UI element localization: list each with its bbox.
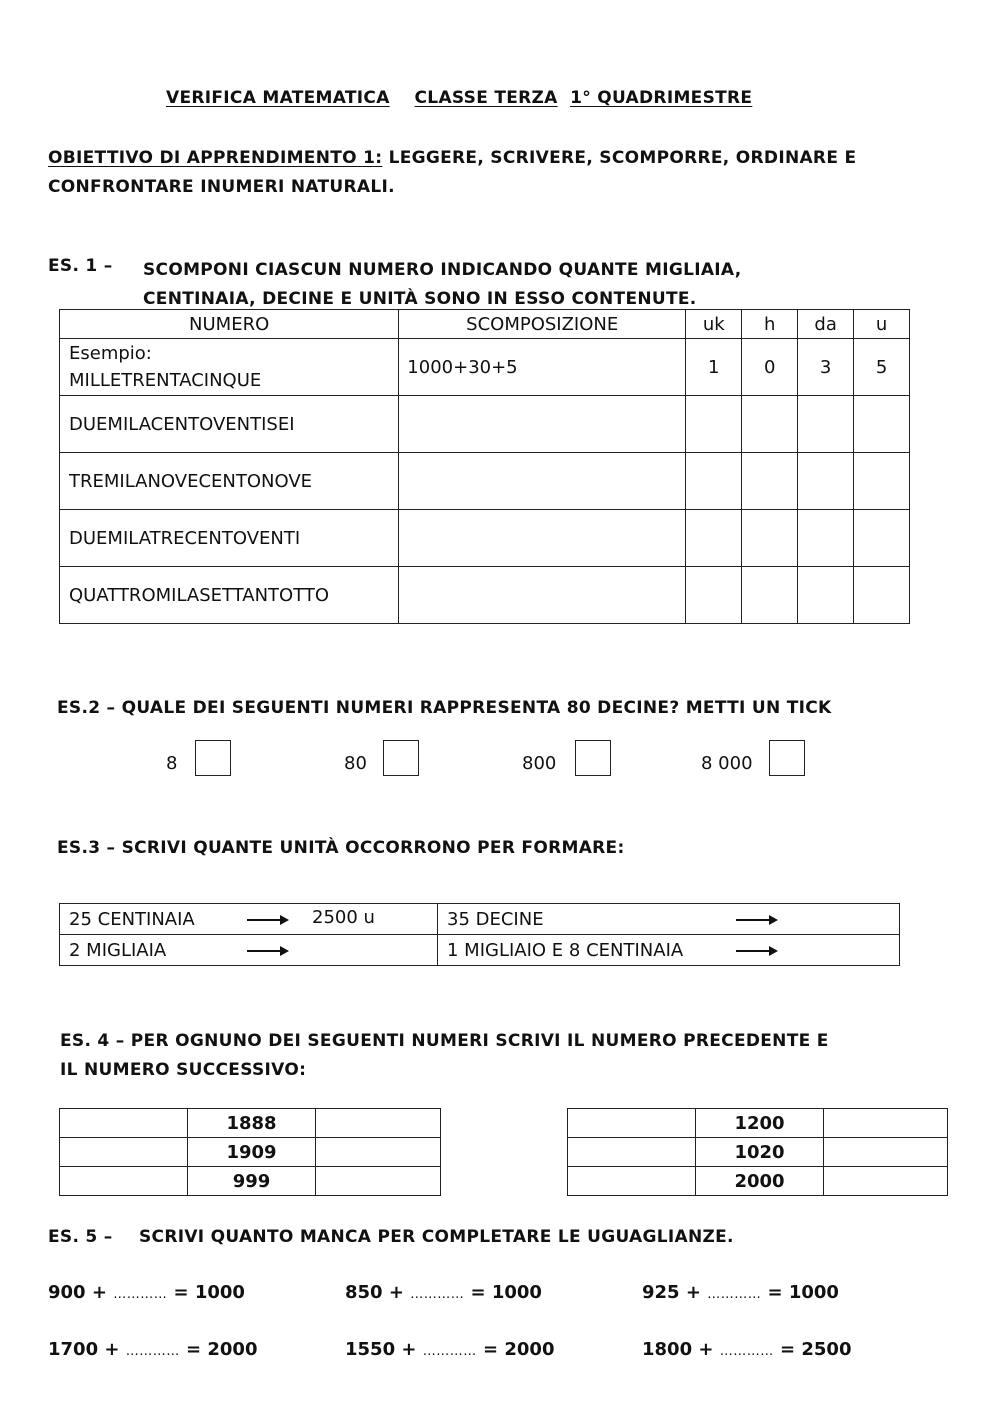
option-label: 8 xyxy=(166,753,178,774)
option-label: 8 000 xyxy=(701,753,753,774)
answer-cell[interactable] xyxy=(742,453,798,510)
equation-right: = 1000 xyxy=(173,1282,245,1303)
answer-cell[interactable] xyxy=(798,567,854,624)
arrow-right-icon xyxy=(736,950,776,952)
table-row xyxy=(60,904,900,935)
arrow-right-icon xyxy=(736,919,776,921)
title-part1: VERIFICA MATEMATICA xyxy=(166,88,390,108)
tick-box[interactable] xyxy=(575,740,611,776)
answer-cell[interactable] xyxy=(399,396,686,453)
answer-cell[interactable] xyxy=(60,1109,188,1138)
given-number: 1200 xyxy=(696,1109,824,1138)
equation xyxy=(48,1339,257,1360)
row-number-word: DUEMILACENTOVENTISEI xyxy=(60,396,399,453)
answer-cell[interactable] xyxy=(316,1167,441,1196)
answer-cell[interactable] xyxy=(798,396,854,453)
equation xyxy=(345,1282,542,1303)
blank-dots[interactable]: ………… xyxy=(410,1287,465,1302)
answer-cell[interactable] xyxy=(742,396,798,453)
title-part2: CLASSE TERZA xyxy=(414,88,558,108)
header-numero: NUMERO xyxy=(60,310,399,339)
answer-cell[interactable] xyxy=(60,1138,188,1167)
es4-prompt-line2: IL NUMERO SUCCESSIVO: xyxy=(60,1060,307,1080)
answer-cell[interactable] xyxy=(60,1167,188,1196)
table-row xyxy=(60,935,900,966)
es3-table xyxy=(59,903,900,966)
es4-prompt-line1: ES. 4 – PER OGNUNO DEI SEGUENTI NUMERI SCRIVI IL NUMERO PRECEDENTE E xyxy=(60,1031,829,1051)
row-number-word: QUATTROMILASETTANTOTTO xyxy=(60,567,399,624)
es1-number: ES. 1 – xyxy=(48,256,113,276)
es3-cell-text: 35 DECINE xyxy=(447,908,544,930)
equation xyxy=(345,1339,554,1360)
answer-cell[interactable] xyxy=(854,510,910,567)
es1-table xyxy=(59,309,910,624)
answer-cell[interactable] xyxy=(399,567,686,624)
example-decomposition: 1000+30+5 xyxy=(399,339,686,396)
answer-cell[interactable] xyxy=(824,1109,948,1138)
option-label: 80 xyxy=(344,753,367,774)
answer-cell[interactable] xyxy=(568,1138,696,1167)
row-number-word: TREMILANOVECENTONOVE xyxy=(60,453,399,510)
objective xyxy=(48,144,948,202)
header-scomposizione: SCOMPOSIZIONE xyxy=(399,310,686,339)
equation-left: 1700 + xyxy=(48,1339,120,1360)
given-number: 1020 xyxy=(696,1138,824,1167)
example-digit-u: 5 xyxy=(854,339,910,396)
answer-cell[interactable] xyxy=(824,1167,948,1196)
example-digit-da: 3 xyxy=(798,339,854,396)
answer-cell[interactable] xyxy=(316,1109,441,1138)
given-number: 999 xyxy=(188,1167,316,1196)
es3-cell xyxy=(60,935,438,966)
blank-dots[interactable]: ………… xyxy=(707,1287,762,1302)
answer-cell[interactable] xyxy=(568,1167,696,1196)
answer-cell[interactable] xyxy=(686,396,742,453)
es1-prompt-line1: SCOMPONI CIASCUN NUMERO INDICANDO QUANTE MIGLIAIA, xyxy=(143,260,742,280)
answer-cell[interactable] xyxy=(686,510,742,567)
es3-cell-text: 1 MIGLIAIO E 8 CENTINAIA xyxy=(447,939,684,961)
equation-right: = 2000 xyxy=(483,1339,555,1360)
answer-cell[interactable] xyxy=(854,396,910,453)
answer-cell[interactable] xyxy=(686,453,742,510)
answer-cell[interactable] xyxy=(854,567,910,624)
answer-cell[interactable] xyxy=(568,1109,696,1138)
objective-label: OBIETTIVO DI APPRENDIMENTO 1: xyxy=(48,148,383,168)
table-row xyxy=(60,1109,441,1138)
title-part3: 1° QUADRIMESTRE xyxy=(570,88,753,108)
table-row xyxy=(568,1109,948,1138)
es1-prompt xyxy=(143,256,741,314)
table-row xyxy=(60,1138,441,1167)
header-u: u xyxy=(854,310,910,339)
arrow-right-icon xyxy=(247,950,287,952)
equation-left: 850 + xyxy=(345,1282,404,1303)
es3-cell xyxy=(60,904,438,935)
equation-left: 925 + xyxy=(642,1282,701,1303)
es4-table-left xyxy=(59,1108,441,1196)
table-row xyxy=(60,567,910,624)
option-label: 800 xyxy=(522,753,557,774)
es4-prompt xyxy=(60,1027,829,1085)
tick-box[interactable] xyxy=(383,740,419,776)
page-title xyxy=(166,88,752,108)
equation-left: 1800 + xyxy=(642,1339,714,1360)
es3-answer: 2500 u xyxy=(312,907,375,928)
equation-right: = 2500 xyxy=(780,1339,852,1360)
answer-cell[interactable] xyxy=(399,510,686,567)
row-number-word: DUEMILATRECENTOVENTI xyxy=(60,510,399,567)
answer-cell[interactable] xyxy=(742,567,798,624)
equation-right: = 2000 xyxy=(186,1339,258,1360)
blank-dots[interactable]: ………… xyxy=(125,1344,180,1359)
given-number: 1888 xyxy=(188,1109,316,1138)
given-number: 2000 xyxy=(696,1167,824,1196)
answer-cell[interactable] xyxy=(686,567,742,624)
table-row xyxy=(568,1138,948,1167)
es5-prompt: SCRIVI QUANTO MANCA PER COMPLETARE LE UGUAGLIANZE. xyxy=(139,1227,734,1247)
equation-right: = 1000 xyxy=(470,1282,542,1303)
header-h: h xyxy=(742,310,798,339)
equation-left: 1550 + xyxy=(345,1339,417,1360)
es2-prompt: ES.2 – QUALE DEI SEGUENTI NUMERI RAPPRESENTA 80 DECINE? METTI UN TICK xyxy=(57,698,832,718)
example-cell xyxy=(60,339,399,396)
example-label: Esempio: xyxy=(69,343,152,364)
table-header-row xyxy=(60,310,910,339)
equation xyxy=(642,1282,839,1303)
equation xyxy=(48,1282,245,1303)
es3-cell xyxy=(438,935,900,966)
answer-cell[interactable] xyxy=(854,453,910,510)
objective-text-line2: CONFRONTARE INUMERI NATURALI. xyxy=(48,177,395,197)
es5-number: ES. 5 – xyxy=(48,1227,113,1247)
table-row xyxy=(60,510,910,567)
table-row xyxy=(568,1167,948,1196)
table-row xyxy=(60,453,910,510)
answer-cell[interactable] xyxy=(798,510,854,567)
example-word: MILLETRENTACINQUE xyxy=(69,370,262,391)
answer-cell[interactable] xyxy=(824,1138,948,1167)
es1-prompt-line2: CENTINAIA, DECINE E UNITÀ SONO IN ESSO CONTENUTE. xyxy=(143,289,697,309)
es3-cell-text: 25 CENTINAIA xyxy=(69,908,195,930)
header-uk: uk xyxy=(686,310,742,339)
answer-cell[interactable] xyxy=(798,453,854,510)
es3-cell-text: 2 MIGLIAIA xyxy=(69,939,167,961)
blank-dots[interactable]: ………… xyxy=(113,1287,168,1302)
es4-table-right xyxy=(567,1108,948,1196)
example-digit-h: 0 xyxy=(742,339,798,396)
answer-cell[interactable] xyxy=(742,510,798,567)
tick-box[interactable] xyxy=(195,740,231,776)
arrow-right-icon xyxy=(247,919,287,921)
table-row xyxy=(60,339,910,396)
es3-cell xyxy=(438,904,900,935)
equation-left: 900 + xyxy=(48,1282,107,1303)
answer-cell[interactable] xyxy=(316,1138,441,1167)
equation xyxy=(642,1339,851,1360)
example-digit-uk: 1 xyxy=(686,339,742,396)
given-number: 1909 xyxy=(188,1138,316,1167)
objective-text-line1: LEGGERE, SCRIVERE, SCOMPORRE, ORDINARE E xyxy=(388,148,857,168)
tick-box[interactable] xyxy=(769,740,805,776)
header-da: da xyxy=(798,310,854,339)
answer-cell[interactable] xyxy=(399,453,686,510)
table-row xyxy=(60,1167,441,1196)
table-row xyxy=(60,396,910,453)
blank-dots[interactable]: ………… xyxy=(719,1344,774,1359)
blank-dots[interactable]: ………… xyxy=(422,1344,477,1359)
es3-prompt: ES.3 – SCRIVI QUANTE UNITÀ OCCORRONO PER FORMARE: xyxy=(57,838,625,858)
equation-right: = 1000 xyxy=(767,1282,839,1303)
